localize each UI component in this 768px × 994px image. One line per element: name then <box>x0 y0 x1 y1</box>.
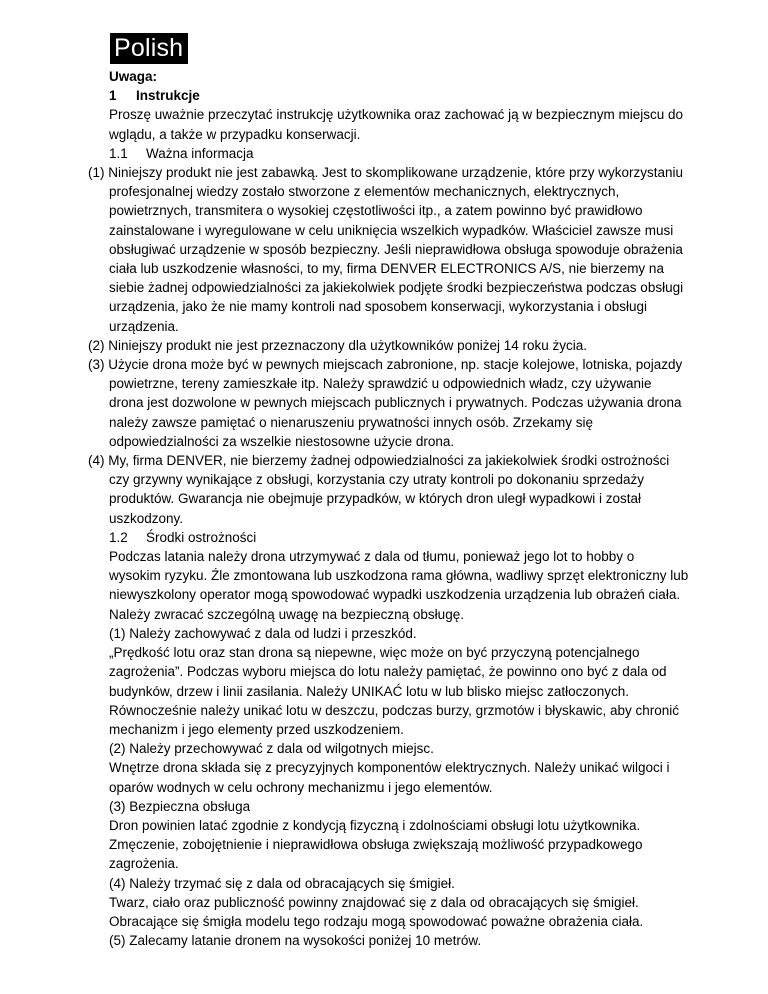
section-title: Instrukcje <box>136 88 200 104</box>
list-marker: (4) <box>88 453 105 469</box>
precaution-3-body: Dron powinien latać zgodnie z kondycją fizyczną i zdolnościami obsługi lotu użytkownika. Zmęczenie, zobojętnienie i nieprawidłowa obsługa zwiększają możliwość przypadkowego zagrożenia. <box>109 817 643 872</box>
precaution-2-body: Wnętrze drona składa się z precyzyjnych komponentów elektrycznych. Należy unikać wilgoci i oparów wodnych w celu ochrony mechanizmu i jego elementów. <box>109 760 670 795</box>
section-title: Środki ostrożności <box>146 529 257 545</box>
precaution-1-heading: (1) Należy zachowywać z dala od ludzi i przeszkód. <box>109 625 417 641</box>
list-item <box>88 336 689 355</box>
list-item-text: My, firma DENVER, nie bierzemy żadnej odpowiedzialności za jakiekolwiek środki ostrożności czy grzywny wynikające z obsługi, korzystania czy utraty kontroli po dokonaniu sprzedaży produktów. Gwarancja nie obejmuje przypadków, w których dron uległ wypadkowi i został uszkodzony. <box>108 453 670 526</box>
list-item-text: Niniejszy produkt nie jest zabawką. Jest to skomplikowane urządzenie, które przy wykorzystaniu profesjonalnej wiedzy zostało stworzone z elementów mechanicznych, elektrycznych, powietrznych, transmitera o wysokiej częstotliwości itp., a zatem powinno być prawidłowo zainstalowane i wyregulowane w celu uniknięcia wszelkich wypadków. Właściciel zawsze musi obsługiwać urządzenie w sposób bezpieczny. Jeśli nieprawidłowa obsługa spowoduje obrażenia ciała lub uszkodzenie własności, to my, firma DENVER ELECTRONICS A/S, nie bierzemy na siebie żadnej odpowiedzialności za jakiekolwiek podjęte środki bezpieczeństwa podczas obsługi urządzenia, jako że nie mamy kontroli nad sposobem konserwacji, wykorzystania i obsługi urządzenia. <box>108 165 684 334</box>
list-item <box>88 355 689 451</box>
section-1-2-heading <box>109 528 689 547</box>
intro-paragraph: Proszę uważnie przeczytać instrukcję użytkownika oraz zachować ją w bezpiecznym miejscu do wglądu, a także w przypadku konserwacji. <box>109 107 683 142</box>
section-1-heading <box>109 86 689 105</box>
precaution-5-heading: (5) Zalecamy latanie dronem na wysokości poniżej 10 metrów. <box>109 933 482 949</box>
language-badge: Polish <box>110 33 188 64</box>
list-marker: (2) <box>88 337 105 353</box>
precaution-4-body: Twarz, ciało oraz publiczność powinny znajdować się z dala od obracających się śmigieł. Obracające się śmigła modelu tego rodzaju mogą spowodować poważne obrażenia ciała. <box>109 894 644 929</box>
list-item-text: Użycie drona może być w pewnych miejscach zabronione, np. stacje kolejowe, lotniska, pojazdy powietrzne, tereny zamieszkałe itp. Należy sprawdzić u odpowiednich władz, czy używanie drona jest dozwolone w pewnych miejscach publicznych i prywatnych. Podczas używania drona należy zawsze pamiętać o nienaruszeniu prywatności innych osób. Zrzekamy się odpowiedzialności za wszelkie niestosowne użycie drona. <box>108 357 683 449</box>
precaution-3-heading: (3) Bezpieczna obsługa <box>109 798 251 814</box>
section-number: 1.1 <box>109 145 128 161</box>
precautions-intro: Podczas latania należy drona utrzymywać z dala od tłumu, ponieważ jego lot to hobby o wysokim ryzyku. Źle zmontowana lub uszkodzona rama główna, wadliwy sprzęt elektroniczny lub niewyszkolony operator mogą spowodować wypadki uszkodzenia urządzenia lub obrażeń ciała. Należy zwracać szczególną uwagę na bezpieczną obsługę. <box>109 549 689 622</box>
precaution-4-heading: (4) Należy trzymać się z dala od obracających się śmigieł. <box>109 875 455 891</box>
section-number: 1 <box>109 88 117 104</box>
list-marker: (3) <box>88 357 105 373</box>
section-1-1-heading <box>109 144 689 163</box>
list-item-text: Niniejszy produkt nie jest przeznaczony dla użytkowników poniżej 14 roku życia. <box>108 337 587 353</box>
manual-text <box>88 67 689 950</box>
note-heading: Uwaga: <box>109 69 158 84</box>
section-number: 1.2 <box>109 529 128 545</box>
list-item <box>88 451 689 528</box>
section-title: Ważna informacja <box>146 145 254 161</box>
list-marker: (1) <box>88 165 105 181</box>
precaution-2-heading: (2) Należy przechowywać z dala od wilgotnych miejsc. <box>109 741 434 757</box>
precaution-1-body: „Prędkość lotu oraz stan drona są niepewne, więc może on być przyczyną potencjalnego zagrożenia”. Podczas wyboru miejsca do lotu należy pamiętać, że powinno ono być z dala od budynków, drzew i linii zasilania. Należy UNIKAĆ lotu w lub blisko miejsc zatłoczonych. Równocześnie należy unikać lotu w deszczu, podczas burzy, grzmotów i błyskawic, aby chronić mechanizm i jego elementy przed uszkodzeniem. <box>109 645 679 737</box>
list-item <box>88 163 689 336</box>
